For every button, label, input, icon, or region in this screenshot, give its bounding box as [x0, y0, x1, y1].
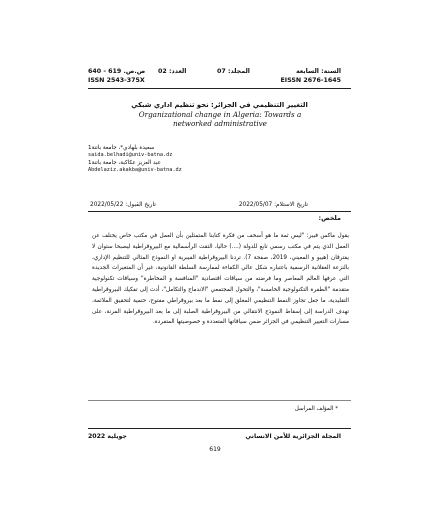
- title-english: Organizational change in Algeria: Towards a networked administrative: [138, 110, 302, 128]
- author-email[interactable]: saida.belhadi@univ-batna.dz: [88, 152, 173, 159]
- issue-label: العدد: 02: [158, 68, 187, 75]
- page-number: 619: [209, 446, 221, 453]
- author-block: [88, 145, 182, 175]
- received-date: تاريخ الاستلام: 2022/05/07: [238, 202, 308, 208]
- eissn: EISSN 2676-1645: [280, 77, 341, 84]
- accepted-date: تاريخ القبول: 2022/05/22: [90, 202, 156, 208]
- header-divider: [88, 88, 351, 89]
- author-name: عبد العزيز عكاكبة، جامعة باتنة1: [88, 159, 161, 166]
- pages-label: ص.ص. 619 - 640: [88, 68, 146, 75]
- footer-journal-name: المجلة الجزائرية للأمن الانساني: [245, 433, 341, 440]
- author-name: سعيدة بلهادي*، جامعة باتنة1: [88, 145, 155, 151]
- title-arabic: التغيير التنظيمي في الجزائر: نحو تنظيم اداري شبكي: [131, 101, 308, 109]
- abstract-text: يقول ماكس فيبر: "ليس ثمة ما هو أسخف من فكرة كتابنا المتمثلين بأن العمل في مكتب خاص يختلف عن العمل الذي يتم في مكتب رسمي تابع للدولة (....) حاليا، التقت الرأسمالية مع البيروقراطية ليصبحا ستوان لا يفترقان (هيبو و المعيني، 2019، صفحة 7). تردنا البيروقراطية الفيبرية او النموذج المثالي للتنظيم الإداري، بالنزعة العقلانية الرسمية باعتباره شكل عالي الكفاءة لممارسة السلطة القانونية، غير أن المتغيرات الجديدة التي عرفها العالم المعاصر وما فرضته من سياقات اقتصادية "المنافسة و المخاطرة" وسياقات تكنولوجية متقدمة "الطفرة التكنولوجية الخامسة"، والتحول المجتمعي "الاندماج والتكامل"، أدت إلى تفكيك البيروقراطية التقليدية، ما جعل تجاوز النمط التنظيمي المغلق إلى نمط ما بعد بيروقراطي مفتوح، حتمية لتحقيق الملائمة، تهدف الدراسة إلى إسقاط النموذج الانتقالي من البيروقراطية الصلبة إلى ما بعد البيروقراطية المرنة، على مسارات التغيير التنظيمي في الجزائر ضمن سياقاتها المتعددة و خصوصيتها المتفردة.: [92, 233, 349, 326]
- dates-divider: [88, 211, 351, 212]
- abstract-heading: ملخص:: [318, 214, 341, 222]
- journal-issue-line: [296, 68, 341, 76]
- footer-divider: [88, 428, 351, 429]
- footer-date: جويلية 2022: [88, 433, 127, 440]
- volume-label: المجلد: 07: [217, 68, 250, 75]
- footnote: * المؤلف المراسل: [294, 406, 338, 412]
- author-email[interactable]: Abdelaziz.akakba@univ-batna.dz: [88, 167, 182, 174]
- abstract-body: [92, 231, 349, 328]
- year-label: السنة: السابعة: [295, 68, 341, 75]
- footnote-divider: [88, 400, 351, 401]
- issn: ISSN 2543-375X: [88, 77, 145, 84]
